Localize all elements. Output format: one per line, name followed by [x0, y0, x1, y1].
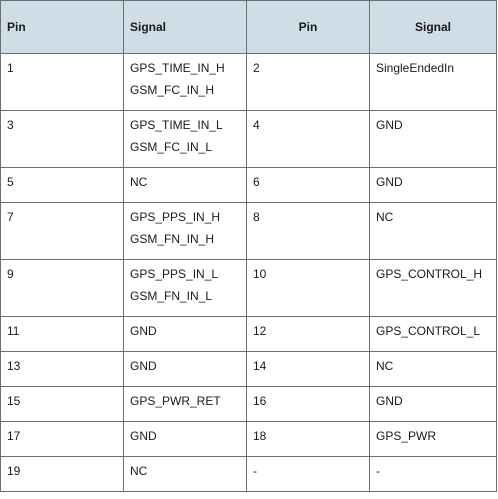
pin-number: 5	[7, 175, 14, 189]
pin-number: 17	[7, 429, 21, 443]
signal-cell	[370, 387, 497, 422]
signal-name: GPS_PWR_RET	[130, 394, 221, 408]
signal-name: SingleEndedIn	[376, 61, 455, 75]
pin-number: 13	[7, 359, 21, 373]
pin-cell	[1, 260, 124, 317]
table-row	[1, 352, 497, 387]
signal-name: GSM_FN_IN_H	[130, 232, 215, 246]
signal-cell	[124, 203, 247, 260]
signal-name: -	[376, 464, 380, 478]
pin-number: 1	[7, 61, 14, 75]
signal-cell	[370, 352, 497, 387]
pin-cell	[247, 168, 370, 203]
signal-cell	[370, 317, 497, 352]
header-signal: Signal	[370, 1, 497, 54]
pin-number: 7	[7, 210, 14, 224]
pin-cell	[247, 422, 370, 457]
pin-number: 16	[253, 394, 267, 408]
pin-cell	[1, 422, 124, 457]
pin-number: 14	[253, 359, 267, 373]
table-row	[1, 260, 497, 317]
pin-cell	[1, 203, 124, 260]
signal-cell	[370, 422, 497, 457]
signal-cell	[124, 387, 247, 422]
signal-cell	[124, 422, 247, 457]
signal-name: GND	[130, 324, 157, 338]
pin-number: 2	[253, 61, 260, 75]
signal-cell	[124, 111, 247, 168]
signal-cell	[370, 111, 497, 168]
pin-cell	[1, 317, 124, 352]
signal-name: GND	[376, 118, 403, 132]
pin-cell	[1, 457, 124, 492]
table-row	[1, 54, 497, 111]
table-row	[1, 317, 497, 352]
signal-cell	[370, 168, 497, 203]
pin-number: 8	[253, 210, 260, 224]
signal-name: GPS_TIME_IN_H	[130, 61, 225, 75]
table-body	[1, 54, 497, 492]
pin-cell	[1, 387, 124, 422]
signal-cell	[124, 168, 247, 203]
pin-cell	[1, 168, 124, 203]
signal-cell	[124, 352, 247, 387]
pin-cell	[247, 387, 370, 422]
signal-name: GSM_FN_IN_L	[130, 289, 213, 303]
signal-cell	[124, 260, 247, 317]
signal-name: GPS_CONTROL_L	[376, 324, 481, 338]
signal-name: GPS_PWR	[376, 429, 437, 443]
pin-cell	[247, 260, 370, 317]
table-row	[1, 422, 497, 457]
pin-number: 12	[253, 324, 267, 338]
signal-name: GND	[376, 175, 403, 189]
signal-name: GSM_FC_IN_L	[130, 140, 213, 154]
pin-number: 6	[253, 175, 260, 189]
header-pin: Pin	[1, 1, 124, 54]
pin-number: 15	[7, 394, 21, 408]
signal-cell	[370, 260, 497, 317]
signal-cell	[124, 317, 247, 352]
header-signal: Signal	[124, 1, 247, 54]
pin-cell	[247, 352, 370, 387]
pin-number: 18	[253, 429, 267, 443]
pin-cell	[247, 317, 370, 352]
pin-cell	[1, 54, 124, 111]
signal-cell	[370, 203, 497, 260]
header-pin: Pin	[247, 1, 370, 54]
signal-cell	[370, 457, 497, 492]
signal-cell	[124, 457, 247, 492]
pin-number: 19	[7, 464, 21, 478]
table-row	[1, 457, 497, 492]
pin-number: 4	[253, 118, 260, 132]
pin-cell	[1, 111, 124, 168]
signal-name: NC	[376, 210, 394, 224]
pin-cell	[1, 352, 124, 387]
pin-cell	[247, 54, 370, 111]
pin-number: 3	[7, 118, 14, 132]
table-row	[1, 203, 497, 260]
signal-name: NC	[376, 359, 394, 373]
pin-number: 10	[253, 267, 267, 281]
pin-cell	[247, 111, 370, 168]
signal-name: GPS_PPS_IN_L	[130, 267, 219, 281]
signal-name: GSM_FC_IN_H	[130, 83, 215, 97]
signal-name: GPS_CONTROL_H	[376, 267, 483, 281]
header-row	[1, 1, 497, 54]
signal-cell	[124, 54, 247, 111]
signal-name: GND	[130, 359, 157, 373]
signal-name: GPS_PPS_IN_H	[130, 210, 221, 224]
table-row	[1, 387, 497, 422]
pin-number: 9	[7, 267, 14, 281]
table-row	[1, 168, 497, 203]
signal-name: NC	[130, 175, 148, 189]
signal-name: GND	[376, 394, 403, 408]
pin-number: -	[253, 464, 257, 478]
pin-cell	[247, 203, 370, 260]
table-row	[1, 111, 497, 168]
signal-cell	[370, 54, 497, 111]
pin-cell	[247, 457, 370, 492]
signal-name: NC	[130, 464, 148, 478]
signal-name: GND	[130, 429, 157, 443]
signal-name: GPS_TIME_IN_L	[130, 118, 223, 132]
pin-number: 11	[7, 324, 20, 338]
